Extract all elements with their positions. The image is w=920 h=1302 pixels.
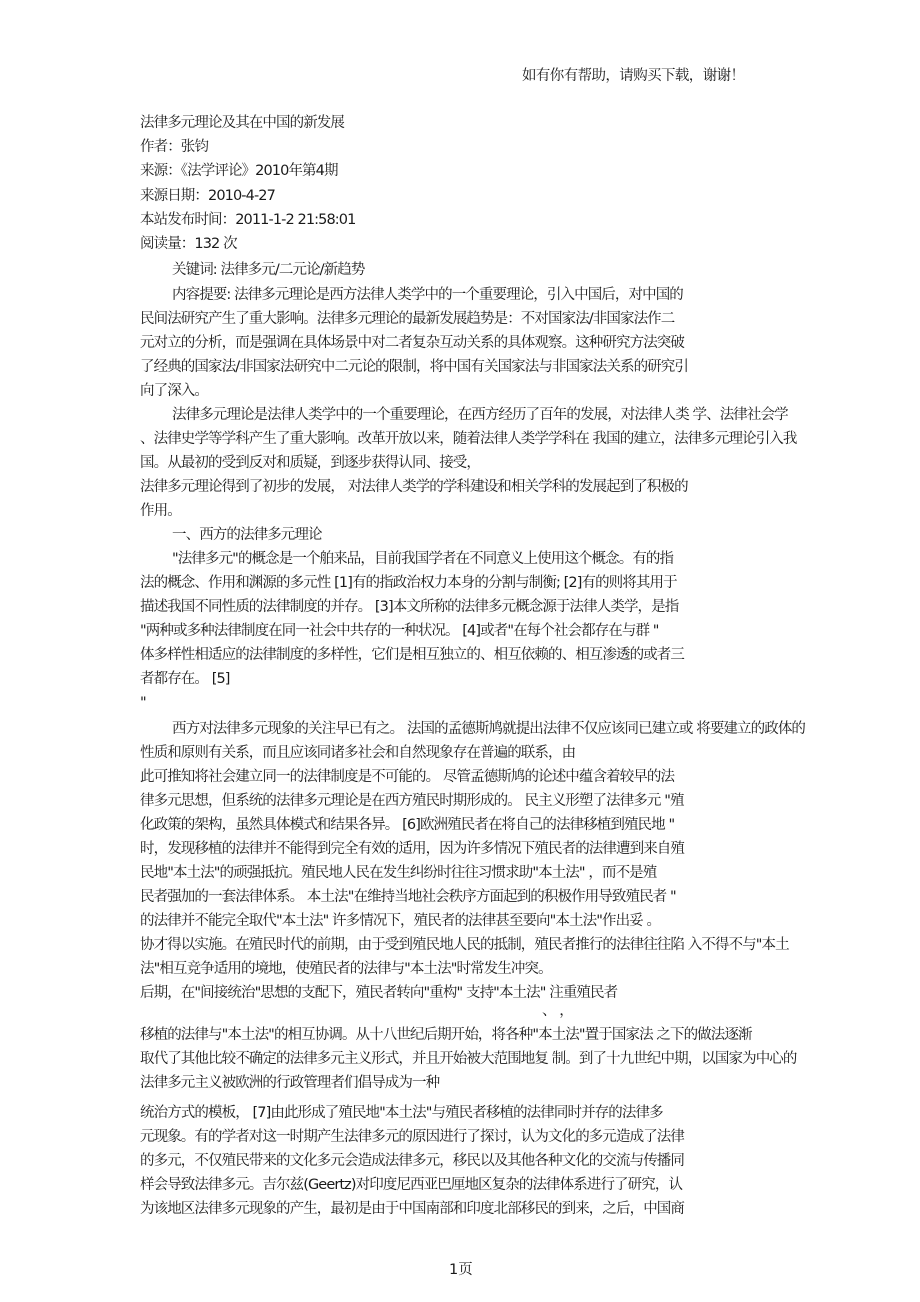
body-line: 的法律并不能完全取代"本土法" 许多情况下，殖民者的法律甚至要向"本土法"作出妥 。 — [140, 913, 661, 929]
intro-line: 作用。 — [140, 503, 181, 519]
body-line: 样会导致法律多元。吉尔兹(Geertz)对印度尼西亚巴厘地区复杂的法律体系进行了研究，认 — [140, 1177, 683, 1193]
body-line: 为该地区法律多元现象的产生，最初是由于中国南部和印度北部移民的到来，之后，中国商 — [140, 1201, 684, 1217]
source-date-line: 来源日期：2010-4-27 — [140, 188, 275, 204]
header-note: 如有你有帮助，请购买下载，谢谢！ — [522, 68, 745, 84]
body-line: 统治方式的模板， [7]由此形成了殖民地"本土法"与殖民者移植的法律同时并存的法律多 — [140, 1105, 663, 1121]
article-title: 法律多元理论及其在中国的新发展 — [140, 115, 344, 131]
section-heading: 一、西方的法律多元理论 — [172, 527, 322, 543]
body-line: "两种或多种法律制度在同一社会中共存的一种状况。 [4]或者"在每个社会都存在与群 " — [140, 623, 659, 639]
keywords-line: 关键词: 法律多元/二元论/新趋势 — [172, 262, 365, 278]
page-number: 1页 — [449, 1262, 473, 1278]
body-line: 体多样性相适应的法律制度的多样性，它们是相互独立的、相互依赖的、相互渗透的或者三 — [140, 647, 684, 663]
intro-line: 、法律史学等学科产生了重大影响。改革开放以来，随着法律人类学学科在 我国的建立，法律多元理论引入我 — [140, 431, 797, 447]
intro-line: 法律多元理论得到了初步的发展， 对法律人类学的学科建设和相关学科的发展起到了积极的 — [140, 479, 688, 495]
abstract-line: 了经典的国家法/非国家法研究中二元论的限制，将中国有关国家法与非国家法关系的研究引 — [140, 359, 688, 375]
body-line: 协才得以实施。在殖民时代的前期，由于受到殖民地人民的抵制，殖民者推行的法律往往陷 入不得不与"本土 — [140, 937, 789, 953]
body-line: 移植的法律与"本土法"的相互协调。从十八世纪后期开始，将各种"本土法"置于国家法 之下的做法逐渐 — [140, 1027, 752, 1043]
body-line: 描述我国不同性质的法律制度的并存。 [3]本文所称的法律多元概念源于法律人类学，是指 — [140, 599, 679, 615]
body-line: " — [140, 695, 146, 711]
body-line: 性质和原则有关系，而且应该同诸多社会和自然现象存在普遍的联系，由 — [140, 745, 576, 761]
body-line: 的多元，不仅殖民带来的文化多元会造成法律多元，移民以及其他各种文化的交流与传播同 — [140, 1153, 684, 1169]
body-line: 西方对法律多元现象的关注早已有之。 法国的孟德斯鸠就提出法律不仅应该同已建立或 将要建立的政体的 — [172, 721, 806, 737]
body-line: 法的概念、作用和渊源的多元性 [1]有的指政治权力本身的分割与制衡; [2]有的则将其用于 — [140, 575, 677, 591]
intro-line: 法律多元理论是法律人类学中的一个重要理论，在西方经历了百年的发展，对法律人类 学、法律社会学 — [172, 407, 788, 423]
abstract-line: 民间法研究产生了重大影响。法律多元理论的最新发展趋势是：不对国家法/非国家法作二 — [140, 311, 675, 327]
body-line: 化政策的架构，虽然具体模式和结果各异。 [6]欧洲殖民者在将自己的法律移植到殖民地 " — [140, 817, 675, 833]
abstract-line: 元对立的分析，而是强调在具体场景中对二者复杂互动关系的具体观察。这种研究方法突破 — [140, 335, 684, 351]
body-line: 者都存在。 [5] — [140, 671, 230, 687]
body-line: 律多元思想，但系统的法律多元理论是在西方殖民时期形成的。 民主义形塑了法律多元 "殖 — [140, 793, 684, 809]
body-line: 元现象。有的学者对这一时期产生法律多元的原因进行了探讨，认为文化的多元造成了法律 — [140, 1129, 684, 1145]
body-line: 法律多元主义被欧洲的行政管理者们倡导成为一种 — [140, 1075, 440, 1091]
body-line: "法律多元"的概念是一个舶来品，目前我国学者在不同意义上使用这个概念。有的指 — [172, 551, 674, 567]
publish-time-line: 本站发布时间：2011-1-2 21:58:01 — [140, 212, 356, 228]
body-line: 时，发现移植的法律并不能得到完全有效的适用，因为许多情况下殖民者的法律遭到来自殖 — [140, 841, 684, 857]
read-count-line: 阅读量：132 次 — [140, 236, 237, 252]
body-line: 法"相互竞争适用的境地，使殖民者的法律与"本土法"时常发生冲突。 — [140, 961, 552, 977]
body-line: 民地"本土法"的顽强抵抗。殖民地人民在发生纠纷时往往习惯求助"本土法" ，而不是殖 — [140, 865, 657, 881]
body-line: 此可推知将社会建立同一的法律制度是不可能的。 尽管孟德斯鸠的论述中蕴含着较早的法 — [140, 769, 675, 785]
body-line: 民者强加的一套法律体系。 本土法"在维持当地社会秩序方面起到的积极作用导致殖民者 " — [140, 889, 676, 905]
abstract-line: 内容提要: 法律多元理论是西方法律人类学中的一个重要理论，引入中国后，对中国的 — [172, 287, 683, 303]
author-line: 作者：张钧 — [140, 139, 208, 155]
abstract-line: 向了深入。 — [140, 383, 208, 399]
source-line: 来源：《法学评论》2010年第4期 — [140, 163, 338, 179]
intro-line: 国。从最初的受到反对和质疑，到逐步获得认同、接受， — [140, 455, 480, 471]
body-line: 取代了其他比较不确定的法律多元主义形式，并且开始被大范围地复 制。到了十九世纪中期，以国家为中心的 — [140, 1051, 797, 1067]
body-line: 、 ， — [542, 1003, 573, 1019]
body-line: 后期，在"间接统治"思想的支配下，殖民者转向"重构" 支持"本土法" 注重殖民者 — [140, 985, 618, 1001]
